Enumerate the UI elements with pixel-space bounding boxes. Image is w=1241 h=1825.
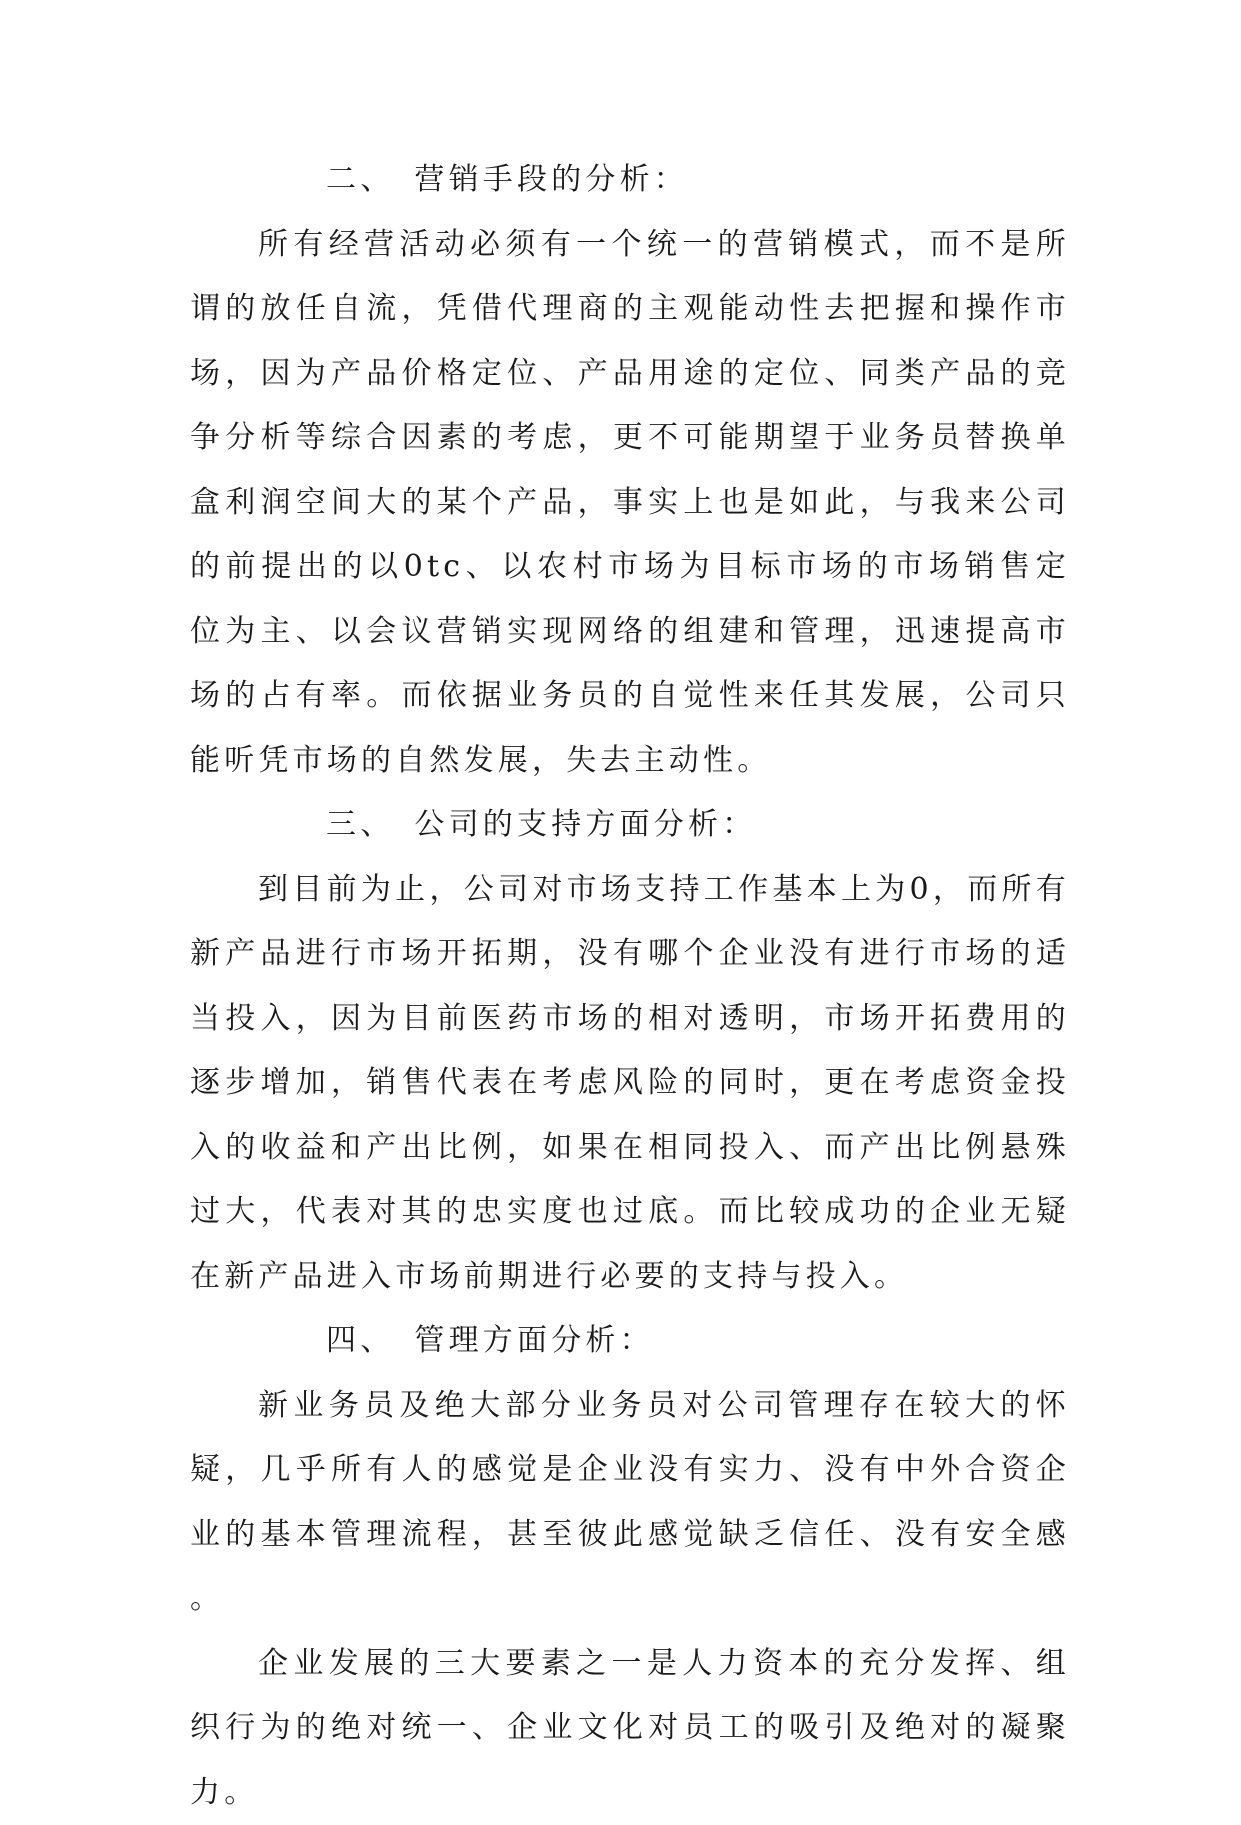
section-heading-management	[190, 1309, 1070, 1374]
section-heading-support	[190, 793, 1070, 858]
section-number: 三、	[258, 793, 394, 858]
paragraph: 所有经营活动必须有一个统一的营销模式，而不是所谓的放任自流，凭借代理商的主观能动性去把握和操作市场，因为产品价格定位、产品用途的定位、同类产品的竞争分析等综合因素的考虑，更不可能期望于业务员替换单盒利润空间大的某个产品，事实上也是如此，与我来公司的前提出的以0tc、以农村市场为目标市场的市场销售定位为主、以会议营销实现网络的组建和管理，迅速提高市场的占有率。而依据业务员的自觉性来任其发展，公司只能听凭市场的自然发展，失去主动性。	[190, 213, 1070, 794]
paragraph: 到目前为止，公司对市场支持工作基本上为0，而所有新产品进行市场开拓期，没有哪个企业没有进行市场的适当投入，因为目前医药市场的相对透明，市场开拓费用的逐步增加，销售代表在考虑风险的同时，更在考虑资金投入的收益和产出比例，如果在相同投入、而产出比例悬殊过大，代表对其的忠实度也过底。而比较成功的企业无疑在新产品进入市场前期进行必要的支持与投入。	[190, 858, 1070, 1310]
paragraph: 企业发展的三大要素之一是人力资本的充分发挥、组织行为的绝对统一、企业文化对员工的吸引及绝对的凝聚力。	[190, 1632, 1070, 1825]
section-heading-marketing	[190, 148, 1070, 213]
document-body	[190, 148, 1070, 1825]
section-number: 二、	[258, 148, 394, 213]
section-title: 公司的支持方面分析：	[414, 807, 756, 842]
section-title: 管理方面分析：	[414, 1323, 653, 1358]
section-number: 四、	[258, 1309, 394, 1374]
section-title: 营销手段的分析：	[414, 162, 688, 197]
paragraph: 新业务员及绝大部分业务员对公司管理存在较大的怀疑，几乎所有人的感觉是企业没有实力、没有中外合资企业的基本管理流程，甚至彼此感觉缺乏信任、没有安全感。	[190, 1374, 1070, 1632]
